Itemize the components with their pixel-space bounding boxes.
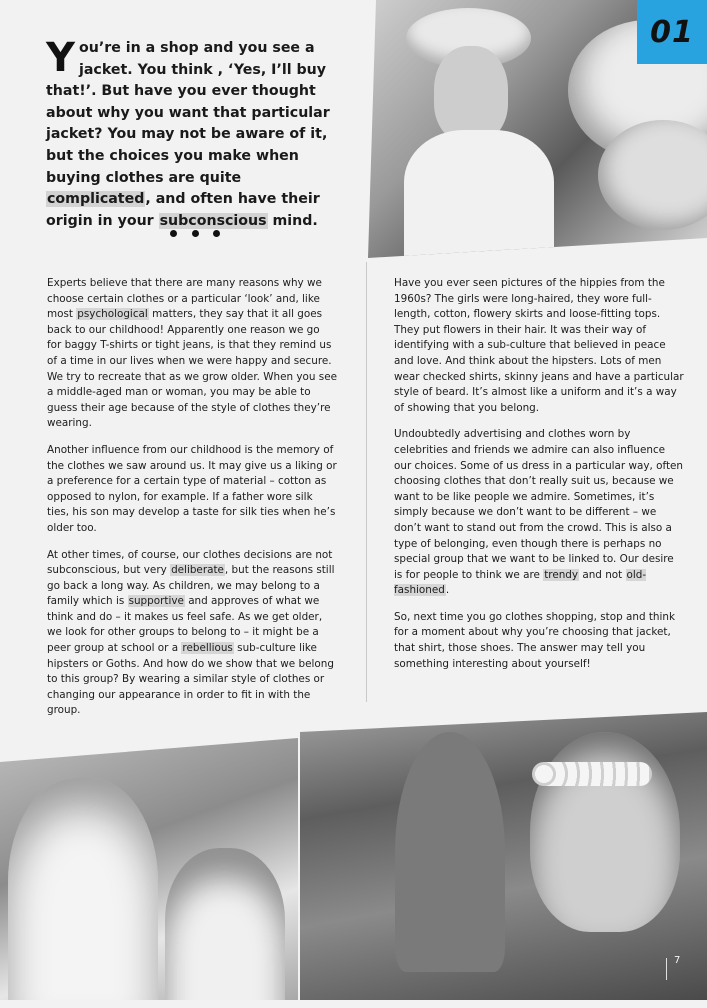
girl-figure-shape — [395, 732, 505, 972]
intro-text: ou’re in a shop and you see a jacket. You think , ‘Yes, I’ll buy that!’. But have you ever thought about why you want that particular jacket? You may not be aware of it, but the choices you make when buying clothes are quite — [46, 40, 330, 186]
text: . — [445, 584, 450, 597]
highlight-word: trendy — [544, 568, 579, 581]
text: and approves of what we think and do – it makes us feel safe. As we get older, we look for other groups to belong to – it might be a peer group at school or a — [47, 595, 323, 655]
dot-icon — [192, 230, 199, 237]
intro-paragraph — [46, 35, 346, 232]
highlight-word: complicated — [47, 191, 145, 208]
text: , but the reasons still go back a long way. As children, we may belong to a family which is — [47, 564, 335, 608]
photo-father-and-son — [0, 738, 298, 1000]
body-paragraph — [47, 276, 337, 432]
drop-cap: Y — [46, 35, 75, 81]
intro-text: mind. — [267, 212, 318, 229]
section-number-badge: 01 — [637, 0, 707, 64]
body-paragraph: Have you ever seen pictures of the hippies from the 1960s? The girls were long-haired, they wore full-length, cotton, flowery skirts and loose-fitting tops. They put flowers in their hair. It was their way of identifying with a sub-culture that believed in peace and love. And think about the hipsters. Lots of men wear checked shirts, skinny jeans and have a particular style of beard. It’s almost like a uniform and it’s a way of showing that you belong. — [394, 277, 684, 414]
man-figure-shape — [8, 778, 158, 1008]
column-divider — [366, 262, 367, 702]
highlight-word: old-fashioned — [394, 568, 647, 597]
text: Experts believe that there are many reasons why we choose certain clothes or a particular ‘look’ and, like most — [47, 277, 322, 321]
photo-hippie-girls — [300, 712, 707, 1000]
body-paragraph: Another influence from our childhood is the memory of the clothes we saw around us. It may give us a liking or a preference for a certain type of material – cotton as opposed to nylon, for example. If a father wore silk ties, his son may develop a taste for silk ties when he’s older too. — [47, 443, 337, 534]
page-number: 7 — [674, 955, 681, 966]
highlight-word: subconscious — [159, 212, 267, 229]
body-paragraph — [394, 427, 684, 599]
text: At other times, of course, our clothes decisions are not subconscious, but very — [47, 548, 333, 577]
woman-body-shape — [404, 130, 554, 260]
boy-figure-shape — [165, 848, 285, 1008]
flower-crown-shape — [532, 762, 652, 786]
highlight-word: psychological — [77, 308, 148, 321]
ellipsis-divider — [170, 230, 220, 237]
highlight-word: deliberate — [171, 564, 224, 577]
body-paragraph — [47, 548, 337, 720]
highlight-word: supportive — [128, 595, 184, 608]
text: matters, they say that it all goes back to our childhood! Apparently one reason we go for baggy T-shirts or tight jeans, is that they remind us of a time in our lives when we were happy and secure. We try to recreate that as we grow older. When you see a middle-aged man or woman, you may be able to guess their age because of the style of clothes they’re wearing. — [47, 308, 337, 430]
dot-icon — [213, 230, 220, 237]
body-paragraph: So, next time you go clothes shopping, stop and think for a moment about why you’re choosing that jacket, that shirt, those shoes. The answer may tell you something interesting about yourself! — [394, 610, 675, 670]
highlight-word: rebellious — [182, 642, 233, 655]
text: Undoubtedly advertising and clothes worn by celebrities and friends we admire can also influence our choices. Some of us dress in a particular way, often choosing clothes that don’t really suit us, because we want to be like people we admire. Sometimes, it’s simply because we don’t want to be different – we don’t want to stand out from the crowd. This is also a type of belonging, even though there is perhaps no special group that we want to be linked to. Our desire is for people to think we are — [394, 428, 684, 581]
right-column — [394, 276, 684, 683]
page-number-rule — [666, 958, 667, 980]
left-column — [47, 276, 337, 730]
text: sub-culture like hipsters or Goths. And how do we show that we belong to this group? By wearing a similar style of clothes or changing our appearance in order to fit in with the group. — [47, 642, 334, 717]
text: and not — [579, 568, 626, 581]
dot-icon — [170, 230, 177, 237]
intro-text: , and often have their origin in your — [46, 191, 320, 229]
woman-face-shape — [434, 46, 508, 142]
